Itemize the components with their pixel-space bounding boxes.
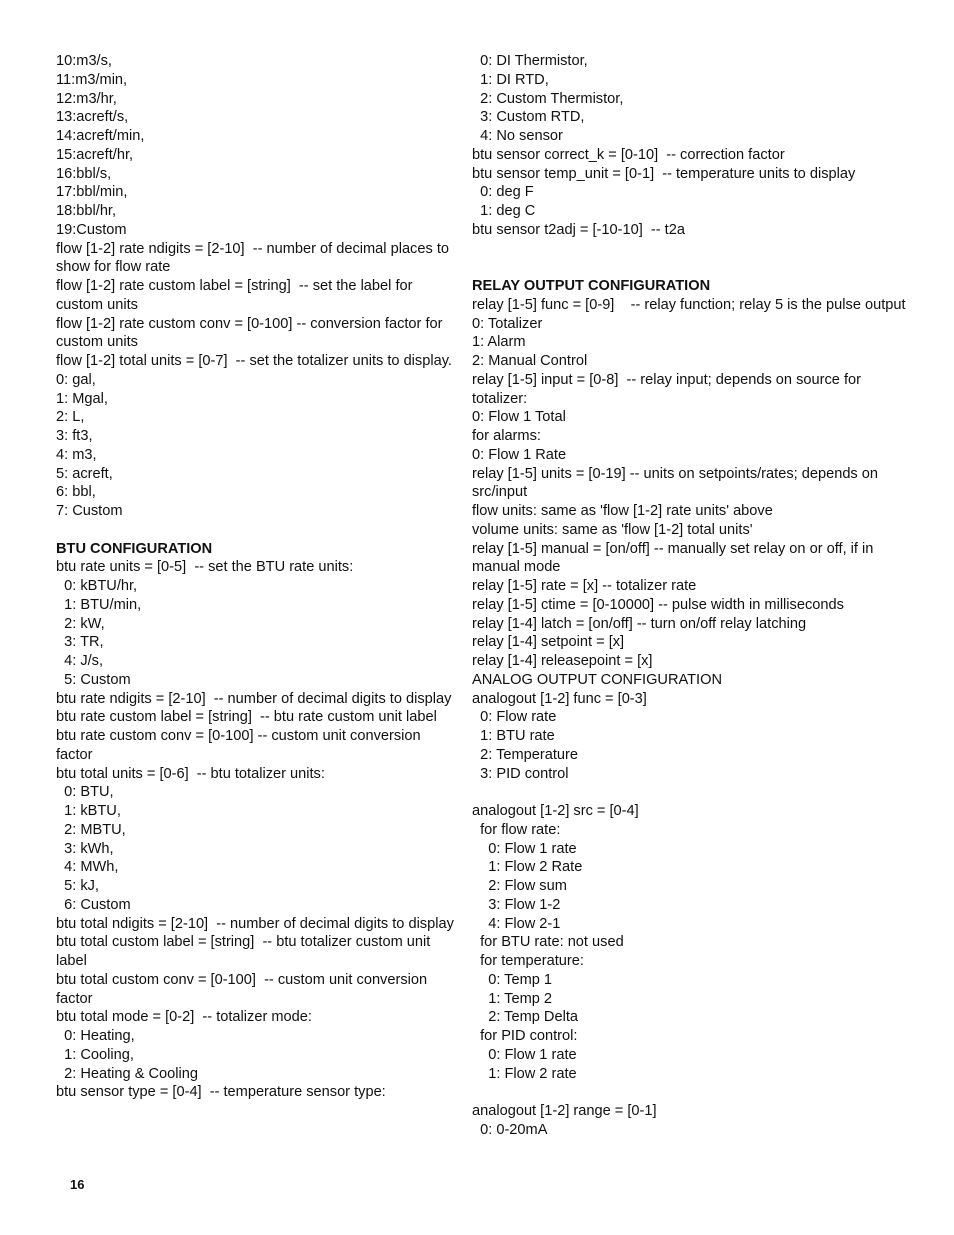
text-line: flow [1-2] rate custom conv = [0-100] -- conversion factor for custom units [56, 315, 447, 351]
text-line: relay [1-4] latch = [on/off] -- turn on/off relay latching [472, 615, 807, 632]
blank-line [472, 240, 912, 259]
blank-line [472, 783, 912, 802]
text-line: 0: Flow rate [472, 709, 557, 726]
text-line: btu total units = [0-6] -- btu totalizer units: [56, 765, 325, 782]
text-line: 11:m3/min, [56, 71, 128, 88]
text-line: btu total ndigits = [2-10] -- number of decimal digits to display [56, 915, 454, 932]
text-line: for temperature: [472, 953, 584, 969]
text-line: flow [1-2] rate custom label = [string] -- set the label for custom units [56, 278, 417, 313]
text-line: 2: MBTU, [56, 821, 126, 838]
text-line: for BTU rate: not used [472, 934, 624, 951]
text-line: 1: BTU/min, [56, 596, 142, 613]
left-column [56, 52, 456, 1102]
text-line: 1: Temp 2 [472, 990, 553, 1007]
text-line: 15:acreft/hr, [56, 146, 134, 163]
text-line: 4: J/s, [56, 653, 104, 669]
text-line: 1: Mgal, [56, 390, 108, 407]
text-line: 0: gal, [56, 371, 96, 388]
text-line: 1: kBTU, [56, 803, 121, 819]
text-line: for alarms: [472, 428, 541, 444]
text-line: for PID control: [472, 1028, 578, 1044]
text-line: relay [1-4] releasepoint = [x] [472, 653, 653, 669]
section-heading: BTU CONFIGURATION [56, 540, 213, 557]
text-line: ANALOG OUTPUT CONFIGURATION [472, 671, 723, 688]
text-line: flow units: same as 'flow [1-2] rate units' above [472, 503, 773, 519]
text-line: 19:Custom [56, 221, 127, 238]
text-line: 3: kWh, [56, 840, 114, 857]
text-line: 1: Flow 2 rate [472, 1065, 577, 1082]
blank-line [472, 1083, 912, 1102]
text-line: relay [1-5] input = [0-8] -- relay input; depends on source for totalizer: [472, 371, 866, 407]
text-line: 3: Custom RTD, [472, 109, 585, 126]
text-line: 3: PID control [472, 765, 569, 782]
text-line: 13:acreft/s, [56, 109, 129, 126]
text-line: 17:bbl/min, [56, 184, 128, 201]
text-line: flow [1-2] rate ndigits = [2-10] -- number of decimal places to show for flow rate [56, 240, 454, 276]
text-line: 5: kJ, [56, 878, 99, 894]
text-line: analogout [1-2] func = [0-3] [472, 690, 647, 707]
text-line: 0: DI Thermistor, [472, 53, 588, 69]
right-column [472, 52, 912, 1140]
text-line: btu sensor t2adj = [-10-10] -- t2a [472, 221, 685, 238]
text-line: 0: 0-20mA [472, 1121, 548, 1138]
text-line: 3: TR, [56, 634, 104, 651]
text-line: btu total custom conv = [0-100] -- custom unit conversion factor [56, 971, 432, 1007]
text-line: analogout [1-2] src = [0-4] [472, 803, 639, 819]
text-line: 1: BTU rate [472, 728, 555, 744]
text-line: 2: Custom Thermistor, [472, 90, 624, 107]
text-line: relay [1-5] rate = [x] -- totalizer rate [472, 578, 697, 594]
text-line: 14:acreft/min, [56, 128, 145, 144]
section-heading: RELAY OUTPUT CONFIGURATION [472, 278, 711, 294]
text-line: btu rate custom conv = [0-100] -- custom unit conversion factor [56, 728, 425, 763]
text-line: 0: Totalizer [472, 315, 543, 332]
text-line: 0: Flow 1 rate [472, 1046, 577, 1063]
text-line: 4: MWh, [56, 859, 119, 876]
text-line: analogout [1-2] range = [0-1] [472, 1103, 657, 1119]
text-line: 0: Flow 1 Rate [472, 446, 567, 463]
text-line: 3: ft3, [56, 428, 93, 444]
text-line: 2: Manual Control [472, 353, 588, 369]
text-line: 3: Flow 1-2 [472, 896, 561, 913]
blank-line [472, 258, 912, 277]
text-line: flow [1-2] total units = [0-7] -- set the totalizer units to display. [56, 353, 452, 369]
text-line: 2: L, [56, 409, 85, 426]
text-line: relay [1-5] units = [0-19] -- units on setpoints/rates; depends on src/input [472, 465, 883, 501]
text-line: relay [1-5] manual = [on/off] -- manually set relay on or off, if in manual mode [472, 540, 878, 576]
blank-line [56, 521, 456, 540]
text-line: 0: BTU, [56, 784, 114, 801]
text-line: 2: Flow sum [472, 878, 567, 894]
text-line: btu rate units = [0-5] -- set the BTU rate units: [56, 559, 354, 576]
text-line: 5: Custom [56, 671, 131, 688]
text-line: volume units: same as 'flow [1-2] total units' [472, 521, 753, 538]
text-line: 10:m3/s, [56, 53, 112, 69]
text-line: 12:m3/hr, [56, 90, 117, 107]
text-line: 0: Flow 1 Total [472, 409, 566, 426]
text-line: 1: Flow 2 Rate [472, 859, 583, 876]
text-line: 1: DI RTD, [472, 71, 549, 88]
text-line: 7: Custom [56, 503, 123, 519]
page-number: 16 [70, 1177, 85, 1192]
text-line: 0: kBTU/hr, [56, 578, 138, 594]
text-line: 1: deg C [472, 203, 536, 219]
text-line: 0: Flow 1 rate [472, 840, 577, 857]
text-line: 4: m3, [56, 446, 97, 463]
text-line: 1: Alarm [472, 334, 526, 351]
text-line: btu sensor type = [0-4] -- temperature sensor type: [56, 1084, 386, 1101]
text-line: btu sensor temp_unit = [0-1] -- temperature units to display [472, 165, 856, 182]
text-line: relay [1-5] func = [0-9] -- relay function; relay 5 is the pulse output [472, 296, 906, 313]
text-line: relay [1-5] ctime = [0-10000] -- pulse width in milliseconds [472, 596, 844, 613]
text-line: btu rate ndigits = [2-10] -- number of decimal digits to display [56, 690, 452, 707]
text-line: 4: No sensor [472, 128, 563, 144]
text-line: btu total mode = [0-2] -- totalizer mode: [56, 1009, 312, 1026]
text-line: btu rate custom label = [string] -- btu rate custom unit label [56, 709, 437, 726]
text-line: btu total custom label = [string] -- btu totalizer custom unit label [56, 934, 435, 969]
text-line: 16:bbl/s, [56, 165, 112, 182]
text-line: relay [1-4] setpoint = [x] [472, 634, 625, 651]
text-line: 0: deg F [472, 184, 534, 201]
text-line: 0: Heating, [56, 1028, 135, 1044]
text-line: 2: kW, [56, 615, 105, 632]
text-line: 6: bbl, [56, 484, 96, 501]
text-line: 0: Temp 1 [472, 971, 553, 988]
text-line: 2: Temperature [472, 746, 578, 763]
text-line: 18:bbl/hr, [56, 203, 117, 219]
text-line: 2: Temp Delta [472, 1009, 578, 1026]
text-line: 1: Cooling, [56, 1046, 134, 1063]
text-line: btu sensor correct_k = [0-10] -- correction factor [472, 146, 785, 163]
text-line: 5: acreft, [56, 465, 113, 482]
text-line: for flow rate: [472, 821, 561, 838]
text-line: 4: Flow 2-1 [472, 915, 561, 932]
text-line: 6: Custom [56, 896, 131, 913]
text-line: 2: Heating & Cooling [56, 1065, 198, 1082]
